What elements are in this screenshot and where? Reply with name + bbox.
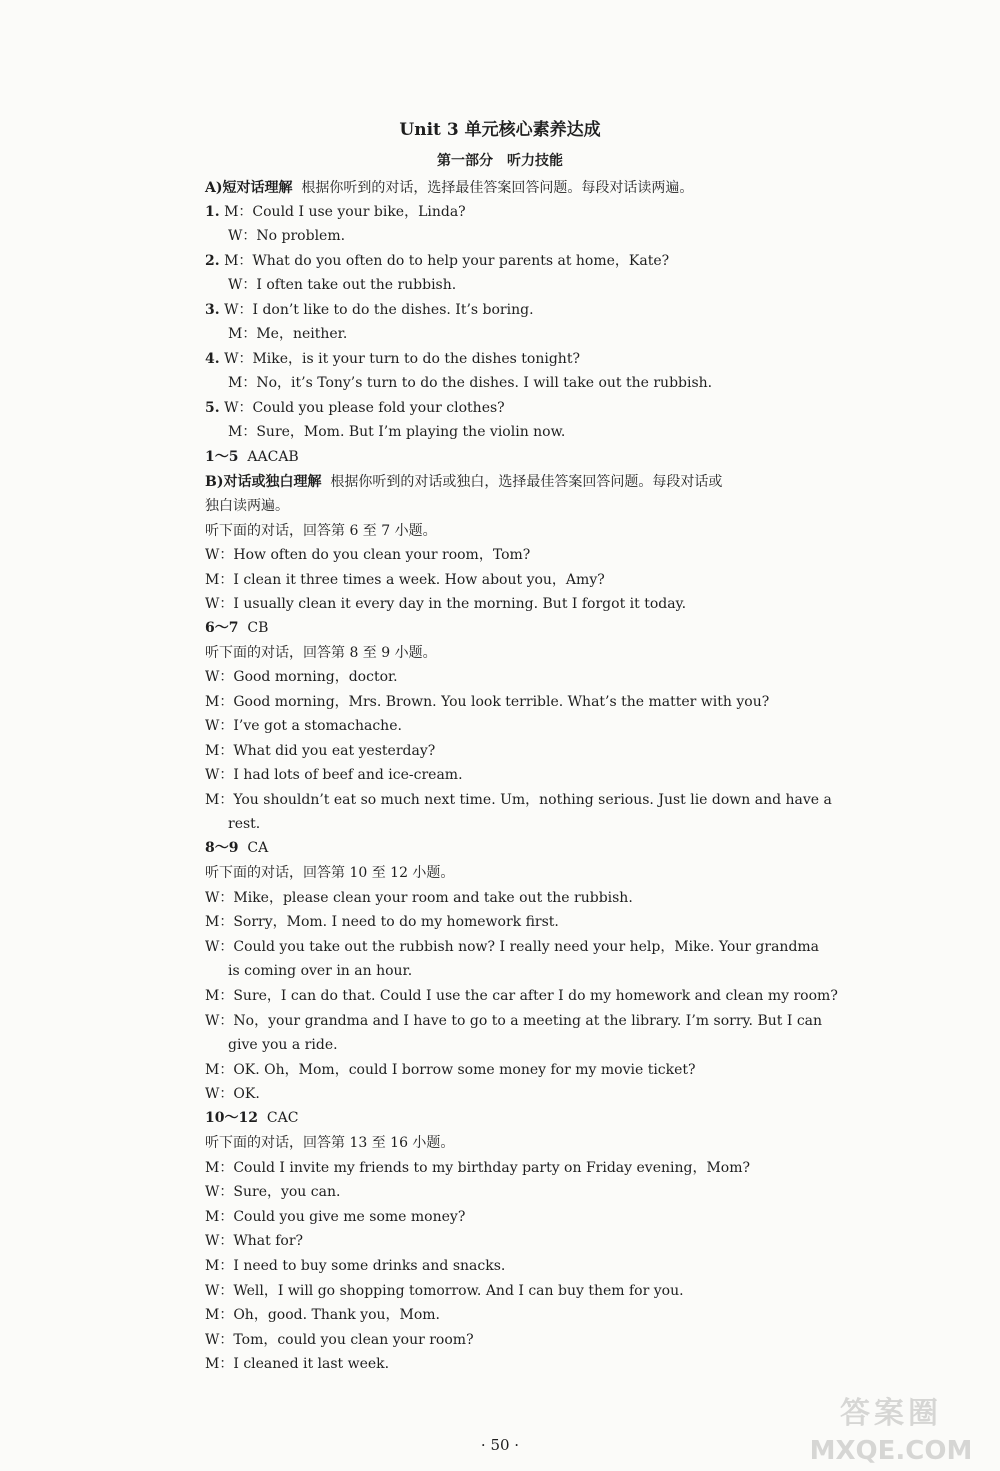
dialogue-line: M：Sure，I can do that. Could I use the car after I do my homework and clean my room? [205,988,838,1004]
dialogue-line: M：What did you eat yesterday? [205,743,436,759]
section-a-label: A)短对话理解 [205,180,293,196]
dialogue-line: M：Could you give me some money? [205,1209,466,1225]
question-number: 2. [205,253,220,269]
answer-6-7 [205,618,805,638]
dialogue-line: M：Could I invite my friends to my birthday party on Friday evening，Mom? [205,1160,751,1176]
section-b-label: B)对话或独白理解 [205,474,322,490]
group-intro: 听下面的对话，回答第 8 至 9 小题。 [205,645,437,661]
dialogue-line: M：Sorry，Mom. I need to do my homework first. [205,914,559,930]
question-4 [205,349,805,369]
group-intro: 听下面的对话，回答第 10 至 12 小题。 [205,865,455,881]
answer-range: 6～7 [205,620,239,636]
dialogue-line: M：You shouldn’t eat so much next time. Um，nothing serious. Just lie down and have a [205,792,832,808]
dialogue-line: M：I cleaned it last week. [205,1356,390,1372]
dialogue-line: W：Could you take out the rubbish now? I really need your help，Mike. Your grandma [205,939,820,955]
dialogue-line: W：Sure，you can. [205,1184,341,1200]
dialogue-line: W：What for? [205,1233,304,1249]
section-b-instruction: 根据你听到的对话或独白，选择最佳答案回答问题。每段对话或 [330,474,723,490]
answer-key: CB [247,620,269,636]
dialogue-line: M：What do you often do to help your parents at home，Kate? [224,253,670,269]
dialogue-line: M：Sure，Mom. But I’m playing the violin now. [228,424,566,440]
dialogue-line: W：No，your grandma and I have to go to a meeting at the library. I’m sorry. But I can [205,1013,823,1029]
answer-key: AACAB [247,449,299,465]
answer-range: 10～12 [205,1110,258,1126]
answer-10-12 [205,1108,805,1128]
page-number: · 50 · [480,1436,520,1454]
watermark-url: MXQE.COM [809,1436,973,1466]
group-intro: 听下面的对话，回答第 13 至 16 小题。 [205,1135,455,1151]
answer-key: CAC [266,1110,299,1126]
answer-8-9 [205,838,805,858]
question-number: 1. [205,204,220,220]
dialogue-line-cont: is coming over in an hour. [228,963,413,979]
dialogue-line: W：Well，I will go shopping tomorrow. And I can buy them for you. [205,1283,684,1299]
answer-range: 8～9 [205,840,239,856]
dialogue-line: M：Oh，good. Thank you，Mom. [205,1307,441,1323]
dialogue-line: W：Could you please fold your clothes? [224,400,505,416]
dialogue-line: W：How often do you clean your room，Tom? [205,547,531,563]
answer-key: CA [247,840,269,856]
dialogue-line: M：I clean it three times a week. How about you，Amy? [205,572,605,588]
dialogue-line: W：I don’t like to do the dishes. It’s boring. [224,302,534,318]
section-a-instruction: 根据你听到的对话，选择最佳答案回答问题。每段对话读两遍。 [301,180,694,196]
section-b-heading [205,472,805,492]
answer-range: 1～5 [205,449,239,465]
dialogue-line: M：Could I use your bike，Linda? [224,204,466,220]
dialogue-line: W：I often take out the rubbish. [228,277,457,293]
dialogue-line: W：I usually clean it every day in the morning. But I forgot it today. [205,596,687,612]
dialogue-line: W：Mike，is it your turn to do the dishes tonight? [224,351,580,367]
section-a-heading [205,178,805,198]
group-intro: 听下面的对话，回答第 6 至 7 小题。 [205,523,437,539]
question-1 [205,202,805,222]
dialogue-line: M：I need to buy some drinks and snacks. [205,1258,506,1274]
answer-1-5 [205,447,805,467]
question-number: 5. [205,400,220,416]
question-3 [205,300,805,320]
dialogue-line: M：Good morning，Mrs. Brown. You look terrible. What’s the matter with you? [205,694,770,710]
dialogue-line-cont: rest. [228,816,261,832]
dialogue-line: W：Tom，could you clean your room? [205,1332,474,1348]
dialogue-line: W：OK. [205,1086,260,1102]
question-5 [205,398,805,418]
dialogue-line: W：I had lots of beef and ice-cream. [205,767,463,783]
watermark-text: 答案圈 [840,1396,942,1431]
question-number: 4. [205,351,220,367]
part-title: 第一部分 听力技能 [437,153,563,169]
question-2 [205,251,805,271]
dialogue-line-cont: give you a ride. [228,1037,338,1053]
dialogue-line: M：OK. Oh，Mom，could I borrow some money for my movie ticket? [205,1062,696,1078]
dialogue-line: W：No problem. [228,228,346,244]
dialogue-line: W：I’ve got a stomachache. [205,718,402,734]
dialogue-line: W：Mike，please clean your room and take out the rubbish. [205,890,633,906]
page-title: Unit 3 单元核心素养达成 [399,120,601,140]
watermark-logo [796,1388,986,1468]
question-number: 3. [205,302,220,318]
dialogue-line: W：Good morning，doctor. [205,669,398,685]
dialogue-line: M：No，it’s Tony’s turn to do the dishes. I will take out the rubbish. [228,375,713,391]
dialogue-line: M：Me，neither. [228,326,348,342]
section-b-instruction-cont: 独白读两遍。 [205,498,289,514]
